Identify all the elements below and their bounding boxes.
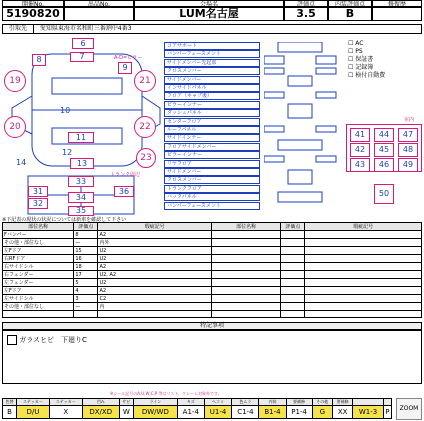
damage-table-body — [3, 231, 422, 318]
panel-9[interactable]: 9 — [118, 62, 132, 74]
legend-ac-label: AC — [355, 40, 364, 47]
footer-code-value[interactable]: P1-4 — [286, 406, 312, 419]
footer-code-label — [353, 399, 383, 406]
table-cell — [281, 271, 305, 279]
col-part-2: 部位名称 — [211, 223, 280, 231]
interior-score: B — [328, 7, 372, 21]
part-list-item[interactable]: サイドインナー — [164, 134, 260, 142]
table-cell: 5 — [74, 279, 98, 287]
footer-code-label: ヘコミ — [204, 399, 232, 406]
footer-code-label: 色ムラ — [232, 399, 259, 406]
footer-value-row — [3, 406, 392, 419]
table-cell — [305, 311, 422, 318]
table-cell: 右フェンダー — [3, 271, 74, 279]
table-cell — [281, 295, 305, 303]
table-cell — [211, 239, 280, 247]
table-cell: U2, A2 — [98, 271, 211, 279]
panel-48[interactable]: 48 — [398, 143, 418, 157]
panel-42[interactable]: 42 — [350, 143, 370, 157]
table-cell: 18 — [74, 263, 98, 271]
panel-44[interactable]: 44 — [374, 128, 394, 142]
footer-label-row — [3, 399, 392, 406]
table-cell: U2 — [98, 247, 211, 255]
table-row — [3, 263, 422, 271]
footer-code-value[interactable]: DX/XD — [82, 406, 119, 419]
part-list-item[interactable]: センターフロア — [164, 118, 260, 126]
col-score-2: 評価点 — [281, 223, 305, 231]
table-cell — [211, 231, 280, 239]
damage-table — [2, 222, 422, 318]
table-cell — [281, 279, 305, 287]
panel-7[interactable]: 7 — [70, 52, 94, 62]
table-cell — [211, 295, 280, 303]
panel-31[interactable]: 31 — [28, 186, 48, 197]
part-list-item[interactable]: クロスメンバー — [164, 67, 260, 75]
header-label-5: 内装評価点 — [328, 0, 372, 7]
legend-ps[interactable]: ☐ PS — [348, 48, 363, 55]
footer-code-value[interactable]: B — [3, 406, 17, 419]
table-cell: — — [74, 239, 98, 247]
table-cell — [98, 311, 211, 318]
table-cell: 4 — [74, 287, 98, 295]
table-cell: 右サイドシル — [3, 263, 74, 271]
table-cell — [305, 295, 422, 303]
table-cell: 内外 — [98, 239, 211, 247]
table-cell — [211, 255, 280, 263]
table-row — [3, 287, 422, 295]
table-cell — [305, 303, 422, 311]
blank-cell — [64, 7, 134, 21]
table-cell: 左サイドシル — [3, 295, 74, 303]
table-cell: 3 — [74, 295, 98, 303]
zoom-button[interactable]: ZOOM — [396, 398, 422, 420]
remarks-text: ガラスヒビ 下廻りC — [19, 336, 87, 344]
panel-12[interactable]: 12 — [62, 148, 73, 157]
table-cell — [211, 263, 280, 271]
footer-code-label: 色替 — [3, 399, 17, 406]
footer-code-value[interactable]: A1-4 — [177, 406, 204, 419]
footer-code-label: 要補修 — [332, 399, 352, 406]
wheel-23[interactable]: 23 — [136, 148, 156, 168]
damage-table-grid — [2, 222, 422, 318]
footer-code-value[interactable]: U1-4 — [204, 406, 232, 419]
table-cell — [281, 239, 305, 247]
part-list-item[interactable]: ルーフパネル — [164, 126, 260, 134]
col-part: 部位名称 — [3, 223, 74, 231]
part-list-item[interactable]: インサイドパネル — [164, 84, 260, 92]
part-list-item[interactable]: フロアサイドメンバー — [164, 143, 260, 151]
table-row — [3, 239, 422, 247]
footer-code-label: 要補修 — [286, 399, 312, 406]
frame-schematic-icon — [264, 42, 344, 212]
header-label-4: 評価点 — [284, 0, 328, 7]
table-cell — [211, 279, 280, 287]
panel-33[interactable]: 33 — [68, 176, 94, 187]
part-list-item[interactable]: ピラーインナー — [164, 101, 260, 109]
table-cell — [281, 287, 305, 295]
panel-45[interactable]: 45 — [374, 143, 394, 157]
footer-code-value[interactable]: X — [49, 406, 82, 419]
table-cell — [211, 287, 280, 295]
trunk-area-label: トランク周辺 — [110, 172, 140, 178]
table-cell — [281, 255, 305, 263]
part-list-item[interactable]: クロスメンバー — [164, 176, 260, 184]
legend-inspection[interactable]: ☐ 検付自動費 — [348, 72, 386, 79]
table-row — [3, 311, 422, 318]
panel-11[interactable]: 11 — [68, 132, 94, 143]
table-cell — [305, 239, 422, 247]
table-cell: 15 — [74, 247, 98, 255]
wheel-22[interactable]: 22 — [134, 116, 156, 138]
part-list-item[interactable]: フロア（キャブ後） — [164, 92, 260, 100]
table-cell — [305, 255, 422, 263]
footer-code-label: ステッカー — [49, 399, 82, 406]
footer-code-value[interactable]: W1-3 — [353, 406, 383, 419]
footer-code-label: キズ — [177, 399, 204, 406]
legend-ac[interactable]: ☐ AC — [348, 40, 364, 47]
table-cell — [305, 279, 422, 287]
footer-code-value[interactable]: C1-4 — [232, 406, 259, 419]
table-cell: U2 — [98, 255, 211, 263]
panel-6[interactable]: 6 — [72, 38, 94, 49]
table-cell: U2 — [98, 279, 211, 287]
address-row — [2, 24, 422, 34]
legend-record-label: 記録簿 — [355, 64, 374, 71]
table-row — [3, 231, 422, 239]
footer-code-label: 内装 — [259, 399, 286, 406]
legend-warranty[interactable]: ☐ 保証書 — [348, 56, 374, 63]
footer-code-value[interactable]: B1-4 — [259, 406, 286, 419]
table-cell — [281, 247, 305, 255]
panel-32[interactable]: 32 — [28, 198, 48, 209]
legend-ps-label: PS — [355, 48, 363, 55]
part-list-item[interactable]: バンパーフェースメント — [164, 202, 260, 210]
table-cell: 左Fドア — [3, 247, 74, 255]
part-list-item[interactable]: リヤフロア — [164, 160, 260, 168]
wheel-21[interactable]: 21 — [134, 70, 156, 92]
panel-13[interactable]: 13 — [70, 158, 94, 169]
header-label-2: 出品No. — [64, 0, 134, 7]
wheel-19[interactable]: 19 — [4, 70, 26, 92]
part-list-item[interactable]: サイドメンバー — [164, 168, 260, 176]
table-cell — [281, 263, 305, 271]
table-row — [3, 271, 422, 279]
car-diagram — [2, 36, 422, 216]
remarks-box — [2, 330, 422, 384]
footer-code-value[interactable]: DW/WD — [133, 406, 177, 419]
table-cell — [305, 231, 422, 239]
address-value: 愛知県東海市名和町三番割中4番3 — [39, 25, 132, 32]
table-cell: Fバンパー — [3, 231, 74, 239]
repair-history — [372, 7, 422, 21]
table-cell — [3, 311, 74, 318]
header-label-6: 修復歴 — [372, 0, 422, 7]
room-label: 室内 — [404, 117, 415, 123]
panel-34[interactable]: 34 — [68, 192, 94, 203]
footer-code-value[interactable]: P — [383, 406, 391, 419]
table-cell: C2 — [98, 295, 211, 303]
panel-10[interactable]: 10 — [60, 106, 71, 115]
table-cell: 左フェンダー — [3, 279, 74, 287]
table-cell — [305, 271, 422, 279]
address-label: 引取先 — [3, 25, 34, 33]
table-cell — [281, 311, 305, 318]
table-row — [3, 303, 422, 311]
col-code-2: 瑕疵記号 — [305, 223, 422, 231]
part-list-item[interactable]: サイドメンバー — [164, 76, 260, 84]
table-cell: その他・部位なし — [3, 303, 74, 311]
table-cell — [74, 311, 98, 318]
table-row — [3, 247, 422, 255]
table-cell: — — [74, 303, 98, 311]
table-cell — [305, 263, 422, 271]
pillar-label: A-D=ピラー — [114, 55, 143, 61]
table-cell: 16 — [74, 255, 98, 263]
footer-codes — [2, 398, 392, 419]
table-row — [3, 295, 422, 303]
table-cell: 17 — [74, 271, 98, 279]
table-cell: A2 — [98, 287, 211, 295]
table-cell — [281, 231, 305, 239]
part-list-item[interactable]: ピラーインナー — [164, 151, 260, 159]
col-code: 瑕疵記号 — [98, 223, 211, 231]
table-cell — [281, 303, 305, 311]
legend-warranty-label: 保証書 — [355, 56, 374, 63]
table-cell: 内 — [98, 303, 211, 311]
venue-name: LUM名古屋 — [134, 7, 284, 21]
footer-code-label: ステッカー — [17, 399, 50, 406]
table-cell: その他・部位なし — [3, 239, 74, 247]
footer-code-value[interactable]: XX — [332, 406, 352, 419]
table-cell: 8 — [74, 231, 98, 239]
table-cell: A2 — [98, 231, 211, 239]
table-cell — [211, 271, 280, 279]
remarks-text-row — [7, 335, 87, 345]
footer-code-value[interactable]: W — [119, 406, 133, 419]
panel-50[interactable]: 50 — [374, 184, 394, 204]
part-list-item[interactable]: コアサポート — [164, 42, 260, 50]
panel-14[interactable]: 14 — [16, 158, 27, 167]
table-cell: 左Fドア — [3, 287, 74, 295]
remarks-title: 特記事項 — [2, 322, 422, 330]
table-cell: A2 — [98, 263, 211, 271]
footer-code-label: 凹み — [82, 399, 119, 406]
table-cell — [211, 303, 280, 311]
panel-49[interactable]: 49 — [398, 158, 418, 172]
remarks-checkbox[interactable] — [7, 335, 17, 345]
table-cell — [211, 311, 280, 318]
panel-43[interactable]: 43 — [350, 158, 370, 172]
table-cell: 右RFドア — [3, 255, 74, 263]
part-list-item[interactable]: バンパーフェースメント — [164, 50, 260, 58]
panel-47[interactable]: 47 — [398, 128, 418, 142]
footer-code-label: その他 — [312, 399, 332, 406]
table-cell — [305, 247, 422, 255]
part-list-item[interactable]: トランクフロア — [164, 185, 260, 193]
header-label-1: 開催No. — [2, 0, 64, 7]
legend-inspection-label: 検付自動費 — [355, 72, 386, 79]
footer-code-label — [383, 399, 391, 406]
footer-codes-table — [2, 398, 392, 419]
footer-code-value[interactable]: G — [312, 406, 332, 419]
table-row — [3, 279, 422, 287]
panel-8[interactable]: 8 — [32, 54, 46, 66]
part-list-item[interactable]: ダッシュパネル — [164, 109, 260, 117]
wheel-20[interactable]: 20 — [4, 116, 26, 138]
score-value: 3.5 — [284, 7, 328, 21]
header-label-3: 会場名 — [134, 0, 284, 7]
panel-35[interactable]: 35 — [68, 206, 94, 216]
table-cell — [305, 287, 422, 295]
table-cell — [211, 247, 280, 255]
part-list-item[interactable]: サイドメンバー先起部 — [164, 59, 260, 67]
footer-code-value[interactable]: D/U — [17, 406, 50, 419]
footer-notice: ※シール記号のA,U,W,C,P 等はリスト、クレーム対象外です。 — [110, 391, 222, 396]
part-list-item[interactable]: バックパネル — [164, 193, 260, 201]
table-row — [3, 255, 422, 263]
col-score: 評価点 — [74, 223, 98, 231]
note-line: ※下記表の現状の状況については新車を確認して下さい — [2, 217, 127, 223]
footer-code-label: ライン — [133, 399, 177, 406]
panel-46[interactable]: 46 — [374, 158, 394, 172]
footer-code-label: サビ — [119, 399, 133, 406]
panel-36[interactable]: 36 — [114, 186, 134, 197]
panel-41[interactable]: 41 — [350, 128, 370, 142]
legend-record[interactable]: ☐ 記録簿 — [348, 64, 374, 71]
lot-number: 5190820 — [2, 7, 64, 21]
